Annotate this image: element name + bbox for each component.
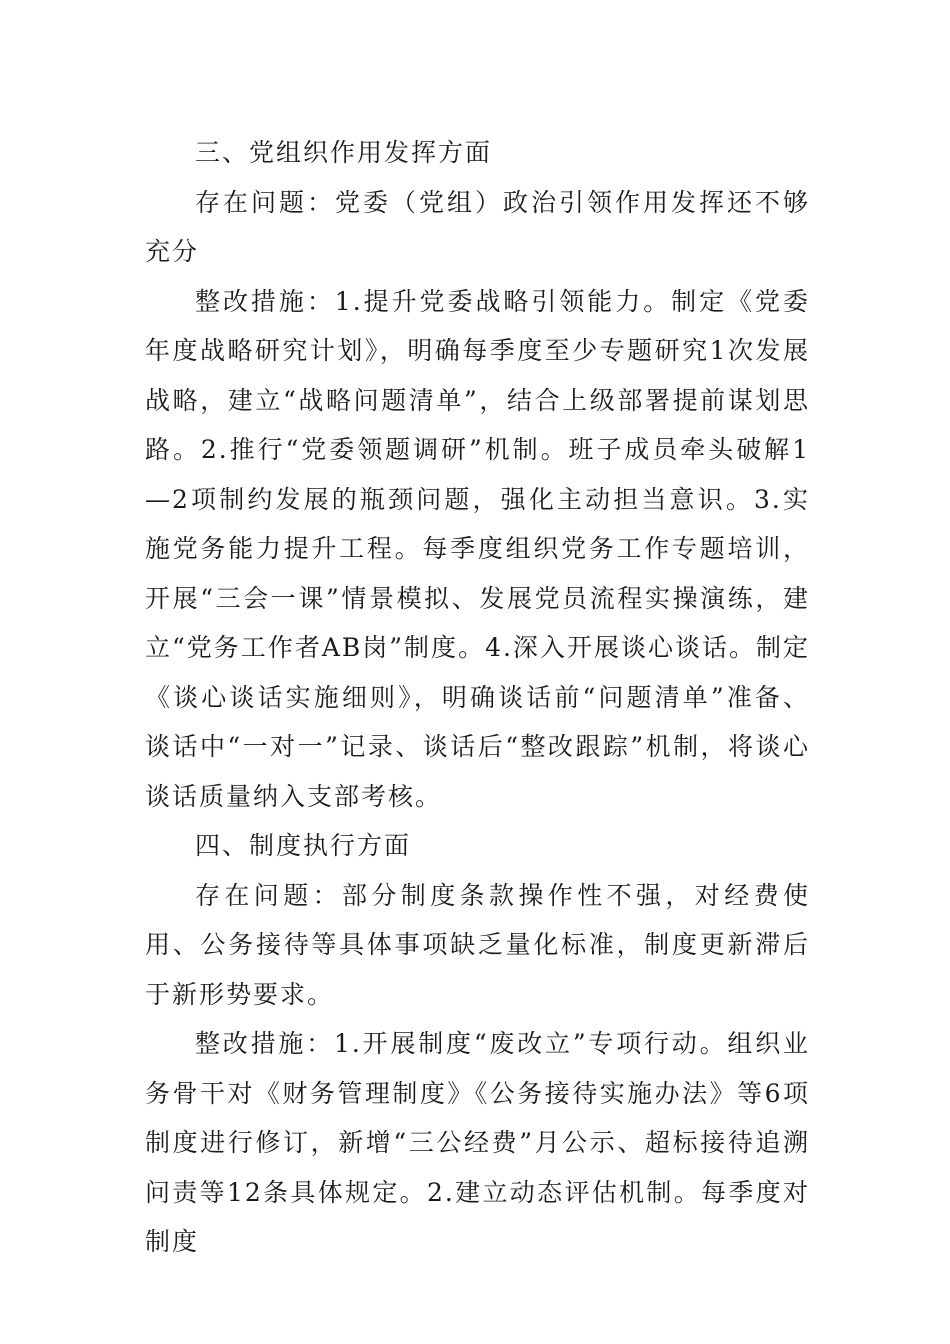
- measures-paragraph: 整改措施：1.提升党委战略引领能力。制定《党委年度战略研究计划》，明确每季度至少专题研究1次发展战略，建立“战略问题清单”，结合上级部署提前谋划思路。2.推行“党委领题调研”机制。班子成员牵头破解1—2项制约发展的瓶颈问题，强化主动担当意识。3.实施党务能力提升工程。每季度组织党务工作专题培训，开展“三会一课”情景模拟、发展党员流程实操演练，建立“党务工作者AB岗”制度。4.深入开展谈心谈话。制定《谈心谈话实施细则》，明确谈话前“问题清单”准备、谈话中“一对一”记录、谈话后“整改跟踪”机制，将谈心谈话质量纳入支部考核。: [145, 286, 810, 811]
- problem-paragraph: 存在问题：党委（党组）政治引领作用发挥还不够充分: [145, 187, 810, 266]
- section-heading: 三、党组织作用发挥方面: [195, 138, 493, 167]
- measures-paragraph: 整改措施：1.开展制度“废改立”专项行动。组织业务骨干对《财务管理制度》《公务接待实施办法》等6项制度进行修订，新增“三公经费”月公示、超标接待追溯问责等12条具体规定。2.建立动态评估机制。每季度对制度: [145, 1029, 810, 1256]
- problem-paragraph: 存在问题：部分制度条款操作性不强，对经费使用、公务接待等具体事项缺乏量化标准，制度更新滞后于新形势要求。: [145, 880, 810, 1009]
- section-heading: 四、制度执行方面: [195, 831, 412, 860]
- document-body: [145, 128, 810, 1267]
